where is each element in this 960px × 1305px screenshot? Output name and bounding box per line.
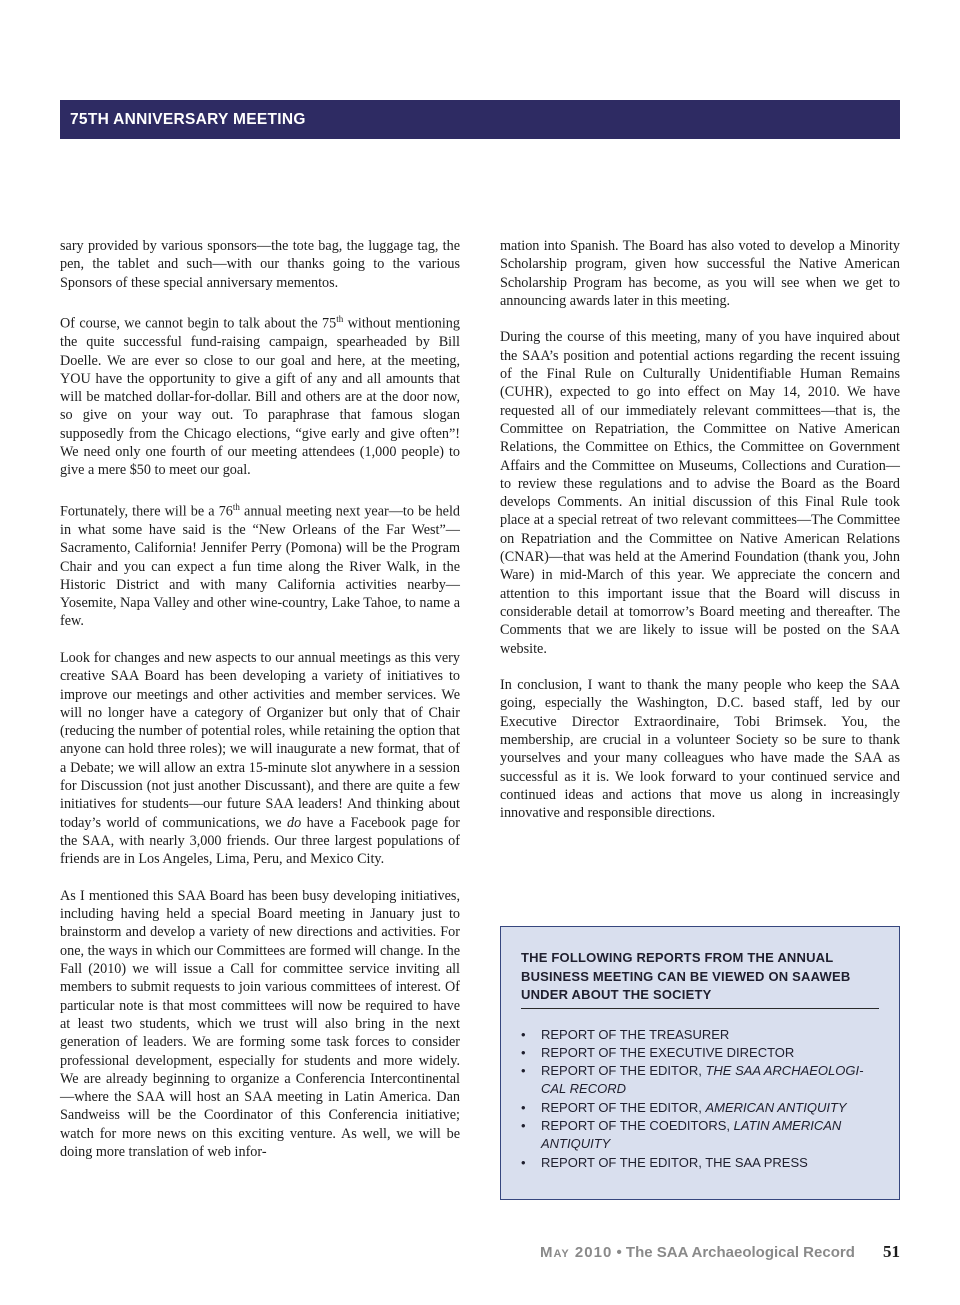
list-item [521, 1026, 879, 1044]
item-text: REPORT OF THE EXECUTIVE DIRECTOR [541, 1044, 795, 1060]
issue-date: May 2010 [540, 1244, 613, 1261]
section-title: 75TH ANNIVERSARY MEETING [70, 111, 306, 128]
item-text: REPORT OF THE COEDITORS, [541, 1117, 734, 1133]
item-emphasis: AMERICAN ANTIQUITY [705, 1099, 847, 1115]
list-item [521, 1099, 879, 1117]
separator-dot: • [616, 1244, 622, 1261]
list-item [521, 1154, 879, 1172]
paragraph: During the course of this meeting, many of you have inquired about the SAA’s position and potential actions regarding the recent issuing of the Final Rule on Culturally Unidentifiable Human Remains (CUHR), expected to go into effect on May 14, 2010. We have requested all of our immediately relevant committees—that is, the Committee on Repatriation, the Committee on Native American Relations, the Committee on Ethics, the Committee on Government Affairs and the Committee on Museums, Collections and Curation—to review these regulations and to advise the Board as the Board develops Comments. An initial discussion of this Final Rule took place at a special retreat of two relevant committees—The Committee on Repatriation and the Committee on Native American Relations (CNAR)—that was held at the Amerind Foundation (thank you, John Ware) in mid-March of this year. We appreciate the concern and attention to this important issue that the Board will discuss in considerable detail at tomorrow’s Board meeting and thereafter. The Comments that we are likely to issue will be posted on the SAA website. [500, 329, 900, 657]
list-item [521, 1062, 879, 1099]
text-run: without mentioning the quite successful fund-raising campaign, spearheaded by Bill Doelle. We are ever so close to our goal and here, at the meeting, YOU have the opportunity to give a gift of any and all amounts that will be matched dollar-for-dollar. Bill and others are at the door now, so give on your way out. To paraphrase that famous slogan supposedly from the Chicago elections, “give early and give often”! We need only one fourth of our meeting attendees (1,000 people) to give a mere $50 to meet our goal. [60, 315, 460, 479]
text-run: annual meeting next year—to be held in what some have said is the “New Orleans of the Far West”—Sacramento, California! Jennifer Perry (Pomona) will be the Program Chair and you can expect a fun time along the River Walk, in the Historic District and with many California activities nearby—Yosemite, Napa Valley and other wine-country, Lake Tahoe, to name a few. [60, 503, 460, 630]
page-number: 51 [883, 1242, 900, 1261]
superscript: th [232, 501, 240, 512]
paragraph [60, 498, 460, 631]
left-column [60, 237, 460, 1180]
right-column [500, 237, 900, 841]
superscript: th [336, 314, 344, 325]
paragraph [60, 310, 460, 479]
item-emphasis: THE SAA ARCHAEOLOGICAL RECORD [541, 1063, 864, 1097]
paragraph: In conclusion, I want to thank the many people who keep the SAA going, especially the Washington, D.C. based staff, led by our Executive Director Extraordinaire, Tobi Brimsek. You, the membership, are crucial in a volunteer Society so be sure to thank yourselves and your many colleagues who have made the SAA as successful as it is. We look forward to your continued service and continued ideas and actions that move us along in increasingly innovative and responsible directions. [500, 677, 900, 822]
page-footer [540, 1240, 900, 1270]
item-text: REPORT OF THE EDITOR, [541, 1063, 706, 1079]
list-item [521, 1044, 879, 1062]
reports-list [521, 1026, 879, 1172]
text-run: have a Facebook page for the SAA, with nearly 3,000 friends. Our three largest populations of friends are in Los Angeles, Lima, Peru, and Mexico City. [60, 814, 460, 868]
text-run: Of course, we cannot begin to talk about the 75 [60, 315, 337, 332]
paragraph [60, 649, 460, 869]
issue-info [540, 1244, 855, 1261]
publication-name: The SAA Archaeological Record [625, 1244, 855, 1261]
emphasis: do [287, 814, 302, 831]
paragraph: sary provided by various sponsors—the tote bag, the luggage tag, the pen, the tablet and such—with our thanks going to the various Sponsors of these special anniversary mementos. [60, 238, 460, 291]
item-text: REPORT OF THE EDITOR, [541, 1099, 706, 1115]
text-run: Fortunately, there will be a 76 [60, 503, 233, 520]
list-item [521, 1117, 879, 1154]
item-text: REPORT OF THE TREASURER [541, 1026, 730, 1042]
text-run: Look for changes and new aspects to our annual meetings as this very creative SAA Board has been developing a variety of initiatives to improve our meetings and other activities and member services. We will no longer have a category of Organizer but only that of Chair (reducing the number of potential roles, while retaining the option that anyone can hold three roles); we will inaugurate a new format, that of a Debate; we will allow an extra 15-minute slot anywhere in a session for Discussion (not just another Discussant), and there are quite a few initiatives for students—our future SAA leaders! And thinking about today’s world of communications, we [60, 650, 460, 831]
sidebar-heading: THE FOLLOWING REPORTS FROM THE ANNUAL BUSINESS MEETING CAN BE VIEWED ON SAAWEB UNDER ABOUT THE SOCIETY [521, 949, 879, 1009]
section-banner [60, 100, 900, 139]
paragraph: mation into Spanish. The Board has also voted to develop a Minority Scholarship program, given how successful the Native American Scholarship Program has become, as you will see when we get to announcing awards later in this meeting. [500, 238, 900, 309]
paragraph: As I mentioned this SAA Board has been busy developing initiatives, including having held a special Board meeting in January just to brainstorm and develop a variety of new directions and activities. For one, the ways in which our Committees are formed will change. In the Fall (2010) we will issue a Call for committee service inviting all members to submit requests to join various committees of interest. Of particular note is that most committees will now be required to have at least two students, which we trust will also bring in the next generation of leaders. We are forming some task forces to consider professional development, especially for students and more widely. We are already beginning to organize a Conferencia Intercontinental—where the SAA will host an SAA meeting in Latin America. Dan Sandweiss will be the Coordinator of this Conferencia initiative; watch for more news on this exciting venture. As well, we will be doing more translation of web infor- [60, 887, 460, 1161]
reports-sidebar [500, 926, 900, 1200]
item-text: REPORT OF THE EDITOR, THE SAA PRESS [541, 1154, 808, 1170]
item-emphasis: LATIN AMERICAN ANTIQUITY [541, 1117, 842, 1152]
